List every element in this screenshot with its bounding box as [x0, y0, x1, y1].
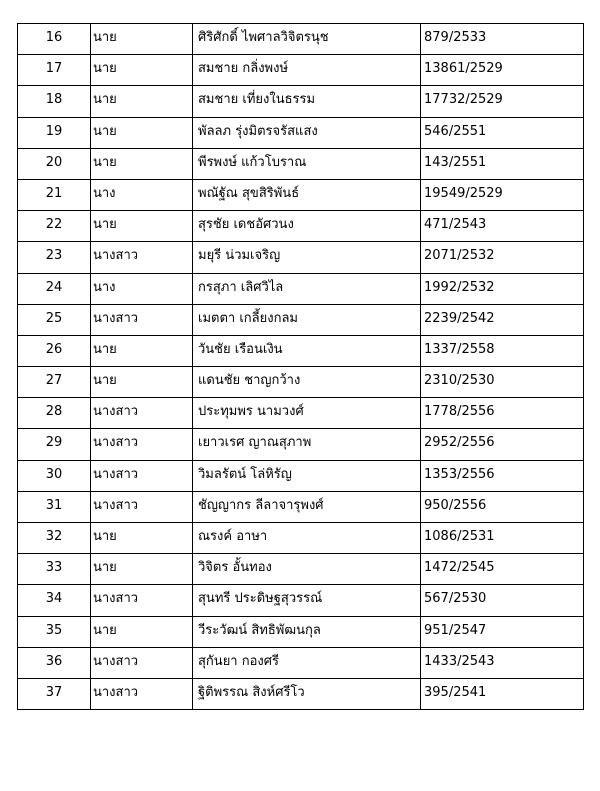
row-title: นาง	[91, 273, 193, 304]
row-code: 1472/2545	[421, 554, 584, 585]
row-name: ประทุมพร นามวงศ์	[193, 398, 421, 429]
row-code: 395/2541	[421, 678, 584, 709]
row-number: 22	[18, 211, 91, 242]
row-title: นางสาว	[91, 491, 193, 522]
row-number: 31	[18, 491, 91, 522]
row-number: 27	[18, 367, 91, 398]
row-name: วิมลรัตน์ โล่หิรัญ	[193, 460, 421, 491]
row-name: วิจิตร อั้นทอง	[193, 554, 421, 585]
table-row	[18, 367, 584, 398]
row-code: 2071/2532	[421, 242, 584, 273]
row-name: ฐิติพรรณ สิงห์ศรีโว	[193, 678, 421, 709]
row-number: 23	[18, 242, 91, 273]
member-table	[17, 23, 584, 710]
row-name: ศิริศักดิ์ ไพศาลวิจิตรนุช	[193, 24, 421, 55]
table-row	[18, 678, 584, 709]
row-code: 17732/2529	[421, 86, 584, 117]
row-code: 2239/2542	[421, 304, 584, 335]
table-row	[18, 335, 584, 366]
row-number: 33	[18, 554, 91, 585]
table-row	[18, 242, 584, 273]
table-row	[18, 523, 584, 554]
row-number: 21	[18, 179, 91, 210]
table-row	[18, 55, 584, 86]
row-name: พีรพงษ์ แก้วโบราณ	[193, 148, 421, 179]
row-code: 13861/2529	[421, 55, 584, 86]
row-title: นางสาว	[91, 678, 193, 709]
row-number: 28	[18, 398, 91, 429]
row-title: นาง	[91, 179, 193, 210]
row-name: สมชาย เที่ยงในธรรม	[193, 86, 421, 117]
row-code: 1337/2558	[421, 335, 584, 366]
row-title: นางสาว	[91, 398, 193, 429]
row-name: วันชัย เรือนเงิน	[193, 335, 421, 366]
table-row	[18, 554, 584, 585]
row-title: นาย	[91, 86, 193, 117]
row-name: เมตตา เกลี้ยงกลม	[193, 304, 421, 335]
row-name: สมชาย กลิ่งพงษ์	[193, 55, 421, 86]
table-row	[18, 647, 584, 678]
row-title: นาย	[91, 148, 193, 179]
row-title: นางสาว	[91, 242, 193, 273]
row-name: ณรงค์ อาษา	[193, 523, 421, 554]
row-number: 35	[18, 616, 91, 647]
row-number: 25	[18, 304, 91, 335]
row-title: นางสาว	[91, 460, 193, 491]
row-number: 29	[18, 429, 91, 460]
table-row	[18, 616, 584, 647]
row-title: นาย	[91, 211, 193, 242]
table-row	[18, 491, 584, 522]
row-code: 546/2551	[421, 117, 584, 148]
row-number: 18	[18, 86, 91, 117]
table-row	[18, 211, 584, 242]
table-row	[18, 86, 584, 117]
row-number: 32	[18, 523, 91, 554]
row-title: นาย	[91, 117, 193, 148]
table-row	[18, 398, 584, 429]
row-code: 567/2530	[421, 585, 584, 616]
row-code: 1353/2556	[421, 460, 584, 491]
row-number: 26	[18, 335, 91, 366]
row-code: 1433/2543	[421, 647, 584, 678]
row-title: นาย	[91, 367, 193, 398]
row-code: 879/2533	[421, 24, 584, 55]
row-code: 143/2551	[421, 148, 584, 179]
row-code: 1992/2532	[421, 273, 584, 304]
table-row	[18, 148, 584, 179]
row-name: พณัฐัณ สุขสิริพันธ์	[193, 179, 421, 210]
table-row	[18, 304, 584, 335]
row-title: นาย	[91, 523, 193, 554]
table-row	[18, 117, 584, 148]
row-title: นาย	[91, 24, 193, 55]
row-title: นางสาว	[91, 647, 193, 678]
row-number: 16	[18, 24, 91, 55]
table-row	[18, 585, 584, 616]
row-number: 24	[18, 273, 91, 304]
row-name: เยาวเรศ ญาณสุภาพ	[193, 429, 421, 460]
table-row	[18, 24, 584, 55]
row-number: 30	[18, 460, 91, 491]
row-code: 471/2543	[421, 211, 584, 242]
row-name: สุนทรี ประดิษฐสุวรรณ์	[193, 585, 421, 616]
row-code: 950/2556	[421, 491, 584, 522]
row-code: 1778/2556	[421, 398, 584, 429]
row-number: 19	[18, 117, 91, 148]
row-number: 17	[18, 55, 91, 86]
row-title: นางสาว	[91, 304, 193, 335]
row-code: 2952/2556	[421, 429, 584, 460]
row-number: 20	[18, 148, 91, 179]
row-name: พัลลภ รุ่งมิตรจรัสแสง	[193, 117, 421, 148]
row-name: ชัญญากร ลีลาจารุพงศ์	[193, 491, 421, 522]
table-row	[18, 179, 584, 210]
row-title: นาย	[91, 616, 193, 647]
row-code: 1086/2531	[421, 523, 584, 554]
row-name: สุกันยา กองศรี	[193, 647, 421, 678]
row-name: วีระวัฒน์ สิทธิพัฒนกุล	[193, 616, 421, 647]
row-code: 951/2547	[421, 616, 584, 647]
row-title: นาย	[91, 335, 193, 366]
row-code: 19549/2529	[421, 179, 584, 210]
row-number: 37	[18, 678, 91, 709]
table-row	[18, 273, 584, 304]
table-row	[18, 460, 584, 491]
table-row	[18, 429, 584, 460]
row-code: 2310/2530	[421, 367, 584, 398]
row-name: สุรชัย เดชอัศวนง	[193, 211, 421, 242]
member-table-body	[18, 24, 584, 710]
row-title: นาย	[91, 554, 193, 585]
row-name: มยุรี น่วมเจริญ	[193, 242, 421, 273]
row-title: นาย	[91, 55, 193, 86]
row-name: แดนชัย ชาญกว้าง	[193, 367, 421, 398]
row-number: 36	[18, 647, 91, 678]
row-title: นางสาว	[91, 585, 193, 616]
row-title: นางสาว	[91, 429, 193, 460]
row-name: กรสุภา เลิศวิไล	[193, 273, 421, 304]
row-number: 34	[18, 585, 91, 616]
